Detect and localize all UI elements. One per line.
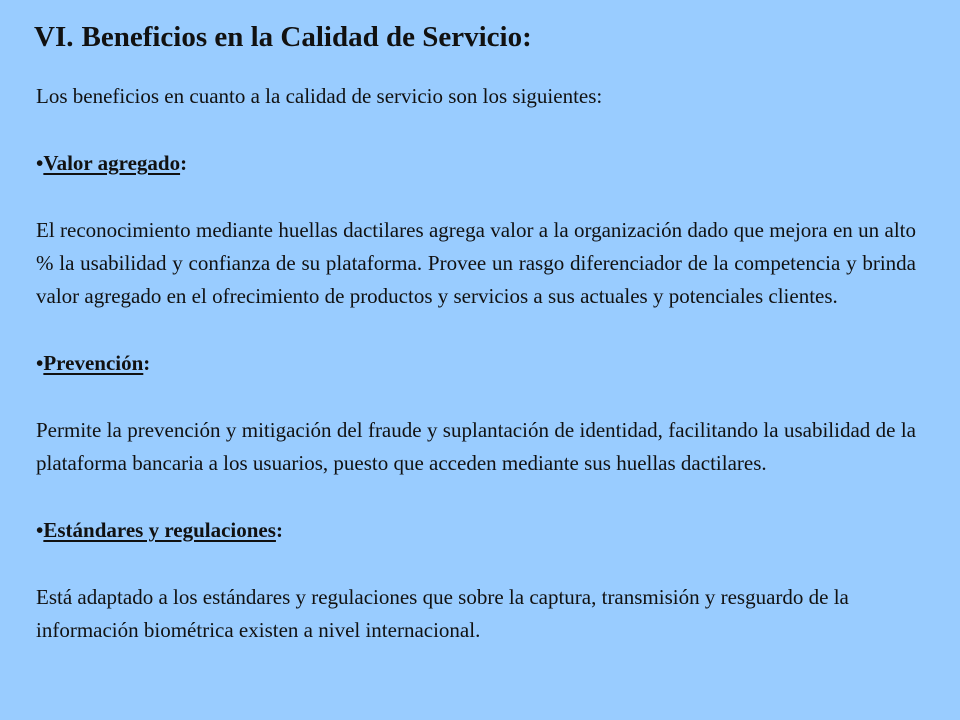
intro-text: Los beneficios en cuanto a la calidad de servicio son los siguientes: <box>36 84 603 108</box>
bullet: • <box>36 351 44 375</box>
spacer <box>36 547 916 581</box>
title-number: VI. <box>34 21 74 53</box>
section-label: Estándares y regulaciones <box>43 518 276 542</box>
bullet: • <box>36 518 44 542</box>
bullet: • <box>36 151 44 175</box>
section-heading-prevencion <box>36 347 916 380</box>
colon: : <box>275 518 283 542</box>
section-heading-estandares <box>36 514 916 547</box>
section-heading-valor-agregado <box>36 147 916 180</box>
spacer <box>36 480 916 514</box>
section-body-valor-agregado: El reconocimiento mediante huellas dactilares agrega valor a la organización dado que mejora en un alto % la usabilidad y confianza de su plataforma. Provee un rasgo diferenciador de la competencia y brinda valor agregado en el ofrecimiento de productos y servicios a sus actuales y potenciales clientes. <box>36 218 916 308</box>
colon: : <box>180 151 188 175</box>
title-text: Beneficios en la Calidad de Servicio: <box>81 21 532 53</box>
spacer <box>36 313 916 347</box>
spacer <box>36 380 916 414</box>
spacer <box>36 180 916 214</box>
section-body-prevencion: Permite la prevención y mitigación del fraude y suplantación de identidad, facilitando la usabilidad de la plataforma bancaria a los usuarios, puesto que acceden mediante sus huellas dactilares. <box>36 418 916 475</box>
section-label: Prevención <box>43 351 144 375</box>
slide-title <box>34 20 934 54</box>
section-body-estandares: Está adaptado a los estándares y regulaciones que sobre la captura, transmisión y resguardo de la información biométrica existen a nivel internacional. <box>36 585 849 642</box>
colon: : <box>143 351 151 375</box>
spacer <box>36 113 916 147</box>
slide-content <box>36 80 916 647</box>
section-label: Valor agregado <box>43 151 181 175</box>
